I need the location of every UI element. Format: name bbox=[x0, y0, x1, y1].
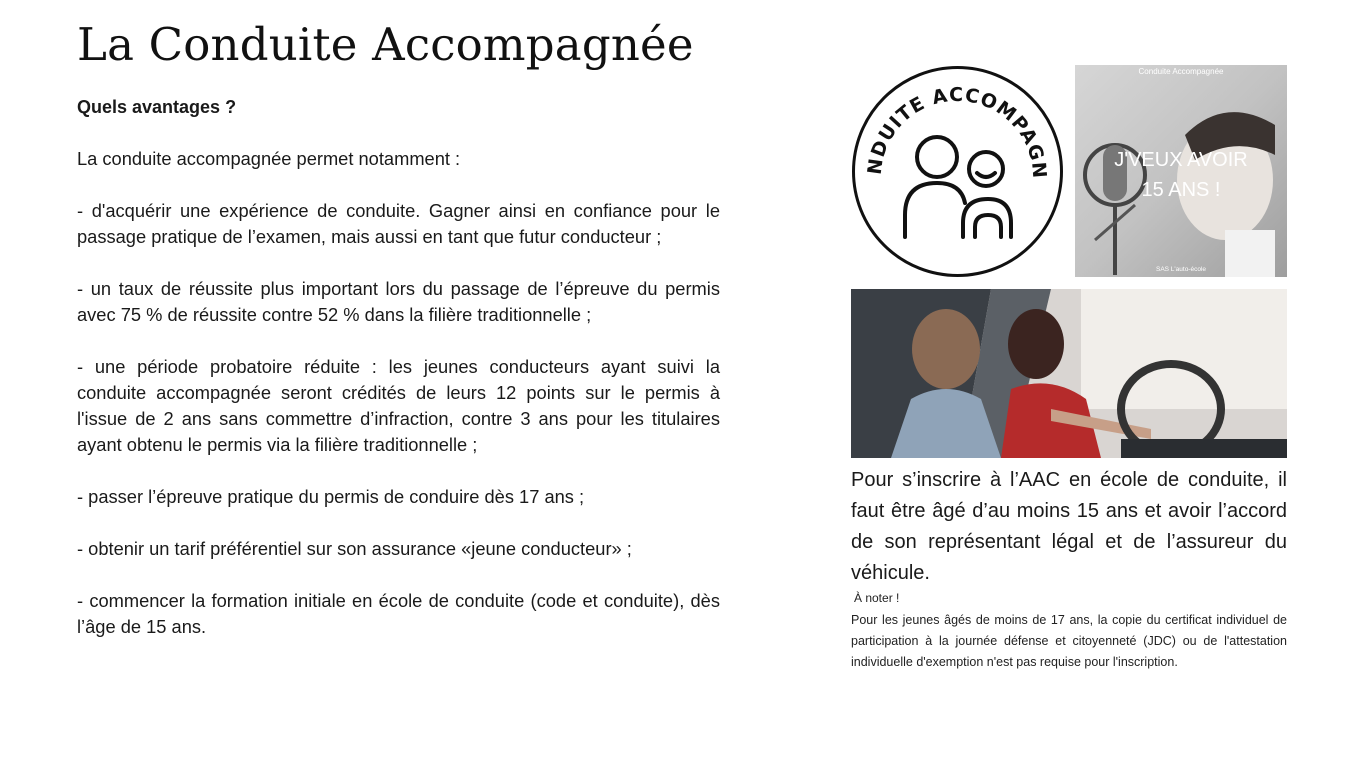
promo-brand: SAS L'auto-école bbox=[1155, 266, 1207, 273]
advantage-item: - un taux de réussite plus important lors du passage de l’épreuve du permis avec 75 % de réussite contre 52 % dans la filière traditionnelle ; bbox=[77, 278, 720, 325]
note-body: Pour les jeunes âgés de moins de 17 ans, la copie du certificat individuel de participation à la journée défense et citoyenneté (JDC) ou de l'attestation individuelle d'exemption n'est pas requise pour l'inscription. bbox=[851, 613, 1287, 669]
promo-slogan-line2: 15 ANS ! bbox=[1141, 179, 1221, 201]
conduite-accompagnee-logo bbox=[851, 65, 1064, 278]
car-interior-photo bbox=[851, 289, 1287, 458]
note-title: À noter ! bbox=[854, 591, 900, 605]
advantages-section bbox=[77, 94, 720, 666]
registration-info: Pour s’inscrire à l’AAC en école de conduite, il faut être âgé d’au moins 15 ans et avoir l’accord de son représentant légal et de l’assureur du véhicule. bbox=[851, 469, 1287, 584]
promo-slogan-line1: J'VEUX AVOIR bbox=[1114, 149, 1248, 171]
intro-text: La conduite accompagnée permet notamment : bbox=[77, 148, 461, 169]
advantage-item: - d'acquérir une expérience de conduite. Gagner ainsi en confiance pour le passage pratique de l’examen, mais aussi en tant que futur conducteur ; bbox=[77, 200, 720, 247]
car-photo-illustration bbox=[851, 289, 1287, 458]
logo-text: NDUITE ACCOMPAGN bbox=[863, 83, 1051, 180]
advantage-item: - obtenir un tarif préférentiel sur son assurance «jeune conducteur» ; bbox=[77, 538, 632, 559]
promo-slogan bbox=[1075, 145, 1287, 205]
promo-image bbox=[1075, 65, 1287, 277]
advantage-item: - commencer la formation initiale en école de conduite (code et conduite), dès l’âge de 15 ans. bbox=[77, 590, 720, 637]
logo-graphic bbox=[851, 65, 1064, 278]
advantage-item: - passer l’épreuve pratique du permis de conduire dès 17 ans ; bbox=[77, 486, 585, 507]
section-subtitle: Quels avantages ? bbox=[77, 97, 237, 117]
advantage-item: - une période probatoire réduite : les jeunes conducteurs ayant suivi la conduite accompagnée seront crédités de leurs 12 points sur le permis à l'issue de 2 ans sans commettre d’infraction, contre 3 ans pour les titulaires ayant obtenu le permis via la filière traditionnelle ; bbox=[77, 356, 720, 455]
page-title: La Conduite Accompagnée bbox=[77, 18, 694, 71]
promo-header: Conduite Accompagnée bbox=[1138, 67, 1224, 76]
